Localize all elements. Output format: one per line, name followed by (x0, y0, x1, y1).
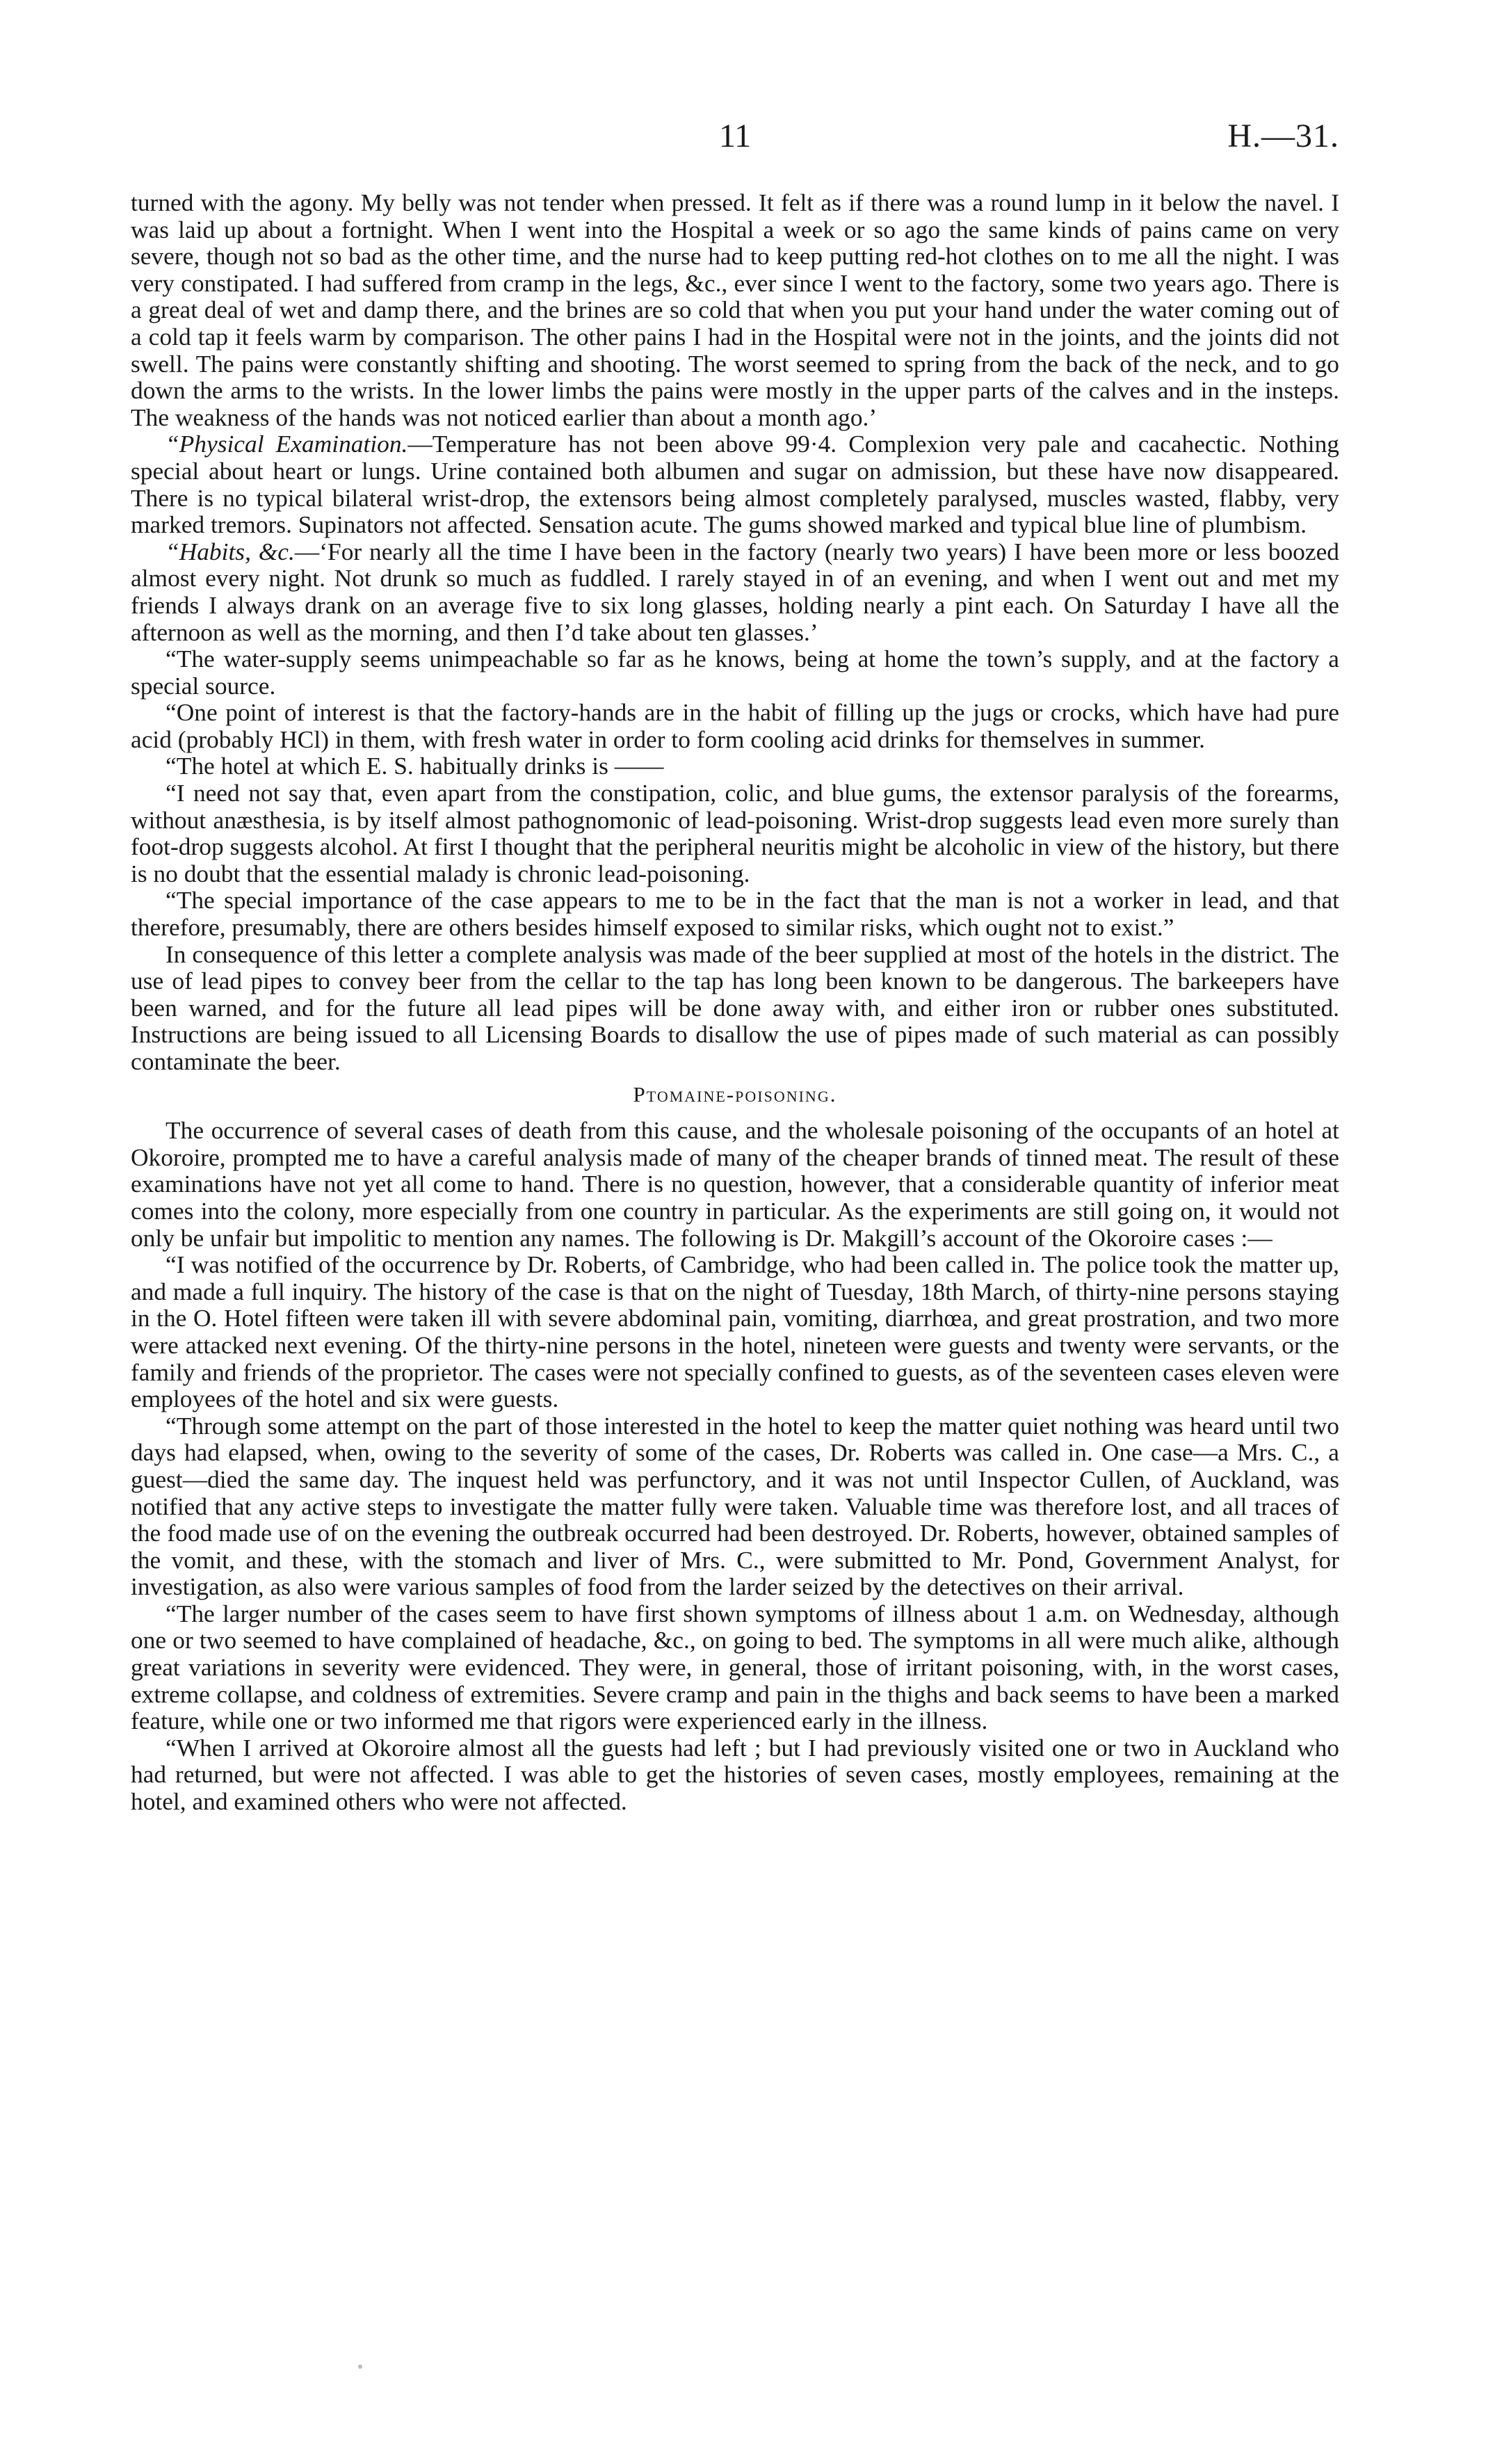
paragraph: “The hotel at which E. S. habitually drinks is —— (165, 752, 664, 780)
paragraph: “Habits, &c.—‘For nearly all the time I have been in the factory (nearly two years) I have been more or less boozed almost every night. Not drunk so much as fuddled. I rarely stayed in of an evening, and when I went out and met my friends I always drank on an average five to six long glasses, holding nearly a pint each. On Saturday I have all the afternoon as well as the morning, and then I’d take about ten glasses.’ (131, 537, 1339, 646)
paragraph: In consequence of this letter a complete analysis was made of the beer supplied at most of the hotels in the district. The use of lead pipes to convey beer from the cellar to the tap has long been known to be dangerous. The barkeepers have been warned, and for the future all lead pipes will be done away with, and either iron or rubber ones substituted. Instructions are being issued to all Licensing Boards to disallow the use of pipes made of such material as can possibly contaminate the beer. (131, 940, 1339, 1075)
paragraph: The occurrence of several cases of death from this cause, and the wholesale poisoning of the occupants of an hotel at Okoroire, prompted me to have a careful analysis made of many of the cheaper brands of tinned meat. The result of these examinations have not yet all come to hand. There is no question, however, that a considerable quantity of inferior meat comes into the colony, more especially from one country in particular. As the experiments are still going on, it would not only be unfair but impolitic to mention any names. The following is Dr. Makgill’s account of the Okoroire cases :— (131, 1116, 1339, 1252)
document-reference: H.—31. (1227, 118, 1339, 154)
paragraph: “I was notified of the occurrence by Dr. Roberts, of Cambridge, who had been called in. The police took the matter up, and made a full inquiry. The history of the case is that on the night of Tuesday, 18th March, of thirty-nine persons staying in the O. Hotel fifteen were taken ill with severe abdominal pain, vomiting, diarrhœa, and great prostration, and two more were attacked next evening. Of the thirty-nine persons in the hotel, nineteen were guests and twenty were servants, or the family and friends of the proprietor. The cases were not specially confined to guests, as of the seventeen cases eleven were employees of the hotel and six were guests. (131, 1250, 1339, 1413)
italic-lead: “Habits, &c. (165, 537, 295, 565)
paragraph: “The water-supply seems unimpeachable so far as he knows, being at home the town’s supply, and at the factory a special source. (131, 645, 1339, 700)
paragraph: turned with the agony. My belly was not tender when pressed. It felt as if there was a round lump in it below the navel. I was laid up about a fortnight. When I went into the Hospital a week or so ago the same kinds of pains came on very severe, though not so bad as the other time, and the nurse had to keep putting red-hot clothes on to me all the night. I was very constipated. I had suffered from cramp in the legs, &c., ever since I went to the factory, some two years ago. There is a great deal of wet and damp there, and the brines are so cold that when you put your hand under the water coming out of a cold tap it feels warm by comparison. The other pains I had in the Hospital were not in the joints, and the joints did not swell. The pains were constantly shifting and shooting. The worst seemed to spring from the back of the neck, and to go down the arms to the wrists. In the lower limbs the pains were mostly in the upper parts of the calves and in the insteps. The weakness of the hands was not noticed earlier than about a month ago.’ (131, 188, 1339, 431)
paragraph: “The larger number of the cases seem to have first shown symptoms of illness about 1 a.m. on Wednesday, although one or two seemed to have complained of headache, &c., on going to bed. The symptoms in all were much alike, although great variations in severity were evidenced. They were, in general, those of irritant poisoning, with, in the worst cases, extreme collapse, and coldness of extremities. Severe cramp and pain in the thighs and back seems to have been a marked feature, while one or two informed me that rigors were experienced early in the illness. (131, 1599, 1339, 1735)
italic-lead: “Physical Examination. (165, 430, 408, 458)
body-text (131, 189, 1339, 1815)
page-number: 11 (718, 118, 752, 154)
paragraph: “I need not say that, even apart from the constipation, colic, and blue gums, the extensor paralysis of the forearms, without anæsthesia, is by itself almost pathognomonic of lead-poisoning. Wrist-drop suggests lead even more surely than foot-drop suggests alcohol. At first I thought that the peripheral neuritis might be alcoholic in view of the history, but there is no doubt that the essential malady is chronic lead-poisoning. (131, 779, 1339, 887)
ink-speck (358, 2365, 362, 2369)
page-header (131, 117, 1339, 166)
paragraph: “The special importance of the case appears to me to be in the fact that the man is not a worker in lead, and that therefore, presumably, there are others besides himself exposed to similar risks, which ought not to exist.” (131, 886, 1339, 942)
paragraph: “When I arrived at Okoroire almost all the guests had left ; but I had previously visited one or two in Auckland who had returned, but were not affected. I was able to get the histories of seven cases, mostly employees, remaining at the hotel, and examined others who were not affected. (131, 1733, 1339, 1816)
paragraph: “Through some attempt on the part of those interested in the hotel to keep the matter quiet nothing was heard until two days had elapsed, when, owing to the severity of some of the cases, Dr. Roberts was called in. One case—a Mrs. C., a guest—died the same day. The inquest held was perfunctory, and it was not until Inspector Cullen, of Auckland, was notified that any active steps to investigate the matter fully were taken. Valuable time was therefore lost, and all traces of the food made use of on the evening the outbreak occurred had been destroyed. Dr. Roberts, however, obtained samples of the vomit, and these, with the stomach and liver of Mrs. C., were submitted to Mr. Pond, Government Analyst, for investigation, as also were various samples of food from the larder seized by the detectives on their arrival. (131, 1411, 1339, 1601)
paragraph: “Physical Examination.—Temperature has not been above 99·4. Complexion very pale and cacahectic. Nothing special about heart or lungs. Urine contained both albumen and sugar on admission, but these have now disappeared. There is no typical bilateral wrist-drop, the extensors being almost completely paralysed, muscles wasted, flabby, very marked tremors. Supinators not affected. Sensation acute. The gums showed marked and typical blue line of plumbism. (131, 430, 1339, 539)
section-heading: Ptomaine-poisoning. (633, 1081, 837, 1106)
paragraph: “One point of interest is that the factory-hands are in the habit of filling up the jugs or crocks, which have had pure acid (probably HCl) in them, with fresh water in order to form cooling acid drinks for themselves in summer. (131, 698, 1339, 753)
